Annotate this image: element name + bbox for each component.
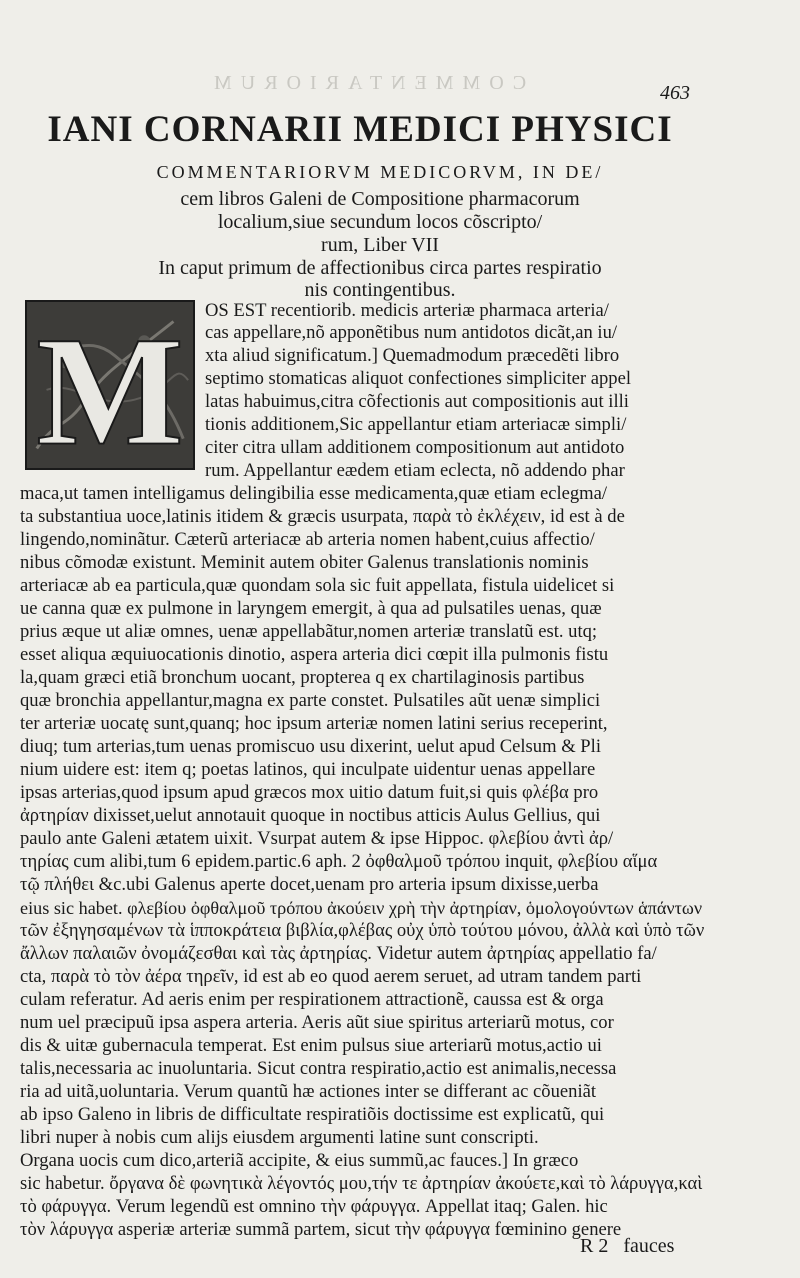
text-line: xta aliud significatum.] Quemadmodum præcedẽti libro [205,345,620,366]
text-line: Organa uocis cum dico,arteriã accipite, & eius summũ,ac fauces.] In græco [20,1150,579,1171]
text-line: ta substantiua uoce,latinis itidem & græcis usurpata, παρὰ τὸ ἐκλέχειν, id est à de [20,506,625,527]
text-line: ipsas arterias,quod ipsum apud græcos mox uitio datum fuit,si quis φλέβα pro [20,782,599,803]
decorated-initial-m [25,300,195,470]
bleed-through-text: COMMENTARIORUM [205,72,527,94]
text-line: rum. Appellantur eædem etiam eclecta, nõ addendo phar [205,460,625,481]
initial-m-icon [27,302,193,468]
text-line: τῷ πλήθει &c.ubi Galenus aperte docet,uenam pro arteria ipsum dixisse,uerba [20,874,599,895]
section-heading-line: In caput primum de affectionibus circa partes respiratio [158,257,602,279]
text-line: septimo stomaticas aliquot confectiones simpliciter appel [205,368,631,389]
heading-line: COMMENTARIORVM MEDICORVM, IN DE/ [156,162,604,182]
text-line: citer citra ullam additionem compositionum aut antidoto [205,437,625,458]
text-line: ue canna quæ ex pulmone in laryngem emergit, à qua ad pulsatiles uenas, quæ [20,598,602,619]
text-line: libri nuper à nobis cum alijs eiusdem argumenti latine sunt conscripti. [20,1127,539,1148]
text-line: dis & uitæ gubernacula temperat. Est enim pulsus siue arteriarũ motus,actio ui [20,1035,602,1056]
text-line: talis,necessaria ac inuoluntaria. Sicut contra respiratio,actio est animalis,necessa [20,1058,617,1079]
heading-line: localium,siue secundum locos cõscripto/ [217,211,543,233]
text-line: lingendo,nominãtur. Cæterũ arteriacæ ab arteria nomen habent,cuius affectio/ [20,529,595,550]
text-line: arteriacæ ab ea particula,quæ quondam sola sic fuit appellata, fistula uidelicet si [20,575,615,596]
section-heading-line: nis contingentibus. [304,279,456,301]
page-title: IANI CORNARII MEDICI PHYSICI [47,109,673,150]
text-line: la,quam græci etiã bronchum uocant, propterea q ex chartilaginosis partibus [20,667,585,688]
text-line: cas appellare,nõ apponẽtibus num antidotos dicãt,an iu/ [205,322,618,343]
text-line: sic habetur. ὄργανα δὲ φωνητικὰ λέγοντός μου,τήν τε ἀρτηρίαν ἀκούετε,καὶ τὸ λάρυγγα,καὶ [20,1173,703,1194]
catchword: R 2 fauces [580,1235,675,1257]
text-line: ἄλλων παλαιῶν ὀνομάζεσθαι καὶ τὰς ἀρτηρίας. Videtur autem ἀρτηρίας appellatio fa/ [20,943,657,964]
text-line: quæ bronchia appellantur,magna ex parte constet. Pulsatiles aũt uenæ simplici [20,690,601,711]
text-line: num uel præcipuũ ipsa aspera arteria. Aeris aũt siue spiritus arteriarũ motus, cor [20,1012,614,1033]
text-line: cta, παρὰ τὸ τὸν ἀέρα τηρεῖν, id est ab eo quod aerem seruet, ad utram tandem parti [20,966,642,987]
text-line: OS EST recentiorib. medicis arteriæ pharmaca arteria/ [205,300,609,321]
heading-line: cem libros Galeni de Compositione pharmacorum [180,188,580,210]
text-line: ria ad uitã,uoluntaria. Verum quantũ hæ actiones inter se differant ac cõueniãt [20,1081,597,1102]
text-line: τὸν λάρυγγα asperiæ arteriæ summã partem, sicut τὴν φάρυγγα fœminino genere [20,1219,622,1240]
text-line: τηρίας cum alibi,tum 6 epidem.partic.6 aph. 2 ὀφθαλμοῦ τρόπου inquit, φλεβίου αἵμα [20,851,658,872]
text-line: paulo ante Galeni ætatem uixit. Vsurpat autem & ipse Hippoc. φλεβίου ἀντὶ ἀρ/ [20,828,614,849]
heading-line: rum, Liber VII [321,234,439,256]
text-line: tionis additionem,Sic appellantur etiam arteriacæ simpli/ [205,414,627,435]
text-line: ter arteriæ uocatę sunt,quanq; hoc ipsum arteriæ nomen latini serius receperint, [20,713,608,734]
text-line: culam referatur. Ad aeris enim per respirationem attractionẽ, caussa est & orga [20,989,604,1010]
text-line: diuq; tum arterias,tum uenas promiscuo usu dixerint, uelut apud Celsum & Pli [20,736,601,757]
text-line: esset aliqua æquiuocationis dinotio, aspera arteria dici cœpit illa pulmonis fistu [20,644,609,665]
text-line: ἀρτηρίαν dixisset,uelut annotauit quoque in noctibus atticis Aulus Gellius, qui [20,805,601,826]
text-line: prius æque ut aliæ omnes, uenæ appellabãtur,nomen arteriæ translatũ est. utq; [20,621,598,642]
text-line: maca,ut tamen intelligamus delingibilia esse medicamenta,quæ etiam eclegma/ [20,483,608,504]
text-line: τῶν ἐξηγησαμένων τὰ ἱπποκράτεια βιβλία,φλέβας οὐχ ὑπὸ τούτου μόνου, ἀλλὰ καὶ ὑπὸ τῶν [20,920,705,941]
text-line: ab ipso Galeno in libris de difficultate respiratiõis doctissime est explicatũ, qui [20,1104,605,1125]
text-line: latas habuimus,citra cõfectionis aut compositionis aut illi [205,391,629,412]
text-line: nibus cõmodæ existunt. Meminit autem obiter Galenus translationis nominis [20,552,589,573]
page-number: 463 [660,82,690,104]
text-line: τὸ φάρυγγα. Verum legendũ est omnino τὴν φάρυγγα. Appellat itaq; Galen. hic [20,1196,608,1217]
text-line: nium uidere est: item q; poetas latinos, qui inculpate uidentur uenas appellare [20,759,596,780]
svg-text:M: M [36,304,184,468]
text-line: eius sic habet. φλεβίου ὀφθαλμοῦ τρόπου ἀκούειν χρὴ τὴν ἀρτηρίαν, ὁμολογούντων ἁπάντων [20,898,703,918]
